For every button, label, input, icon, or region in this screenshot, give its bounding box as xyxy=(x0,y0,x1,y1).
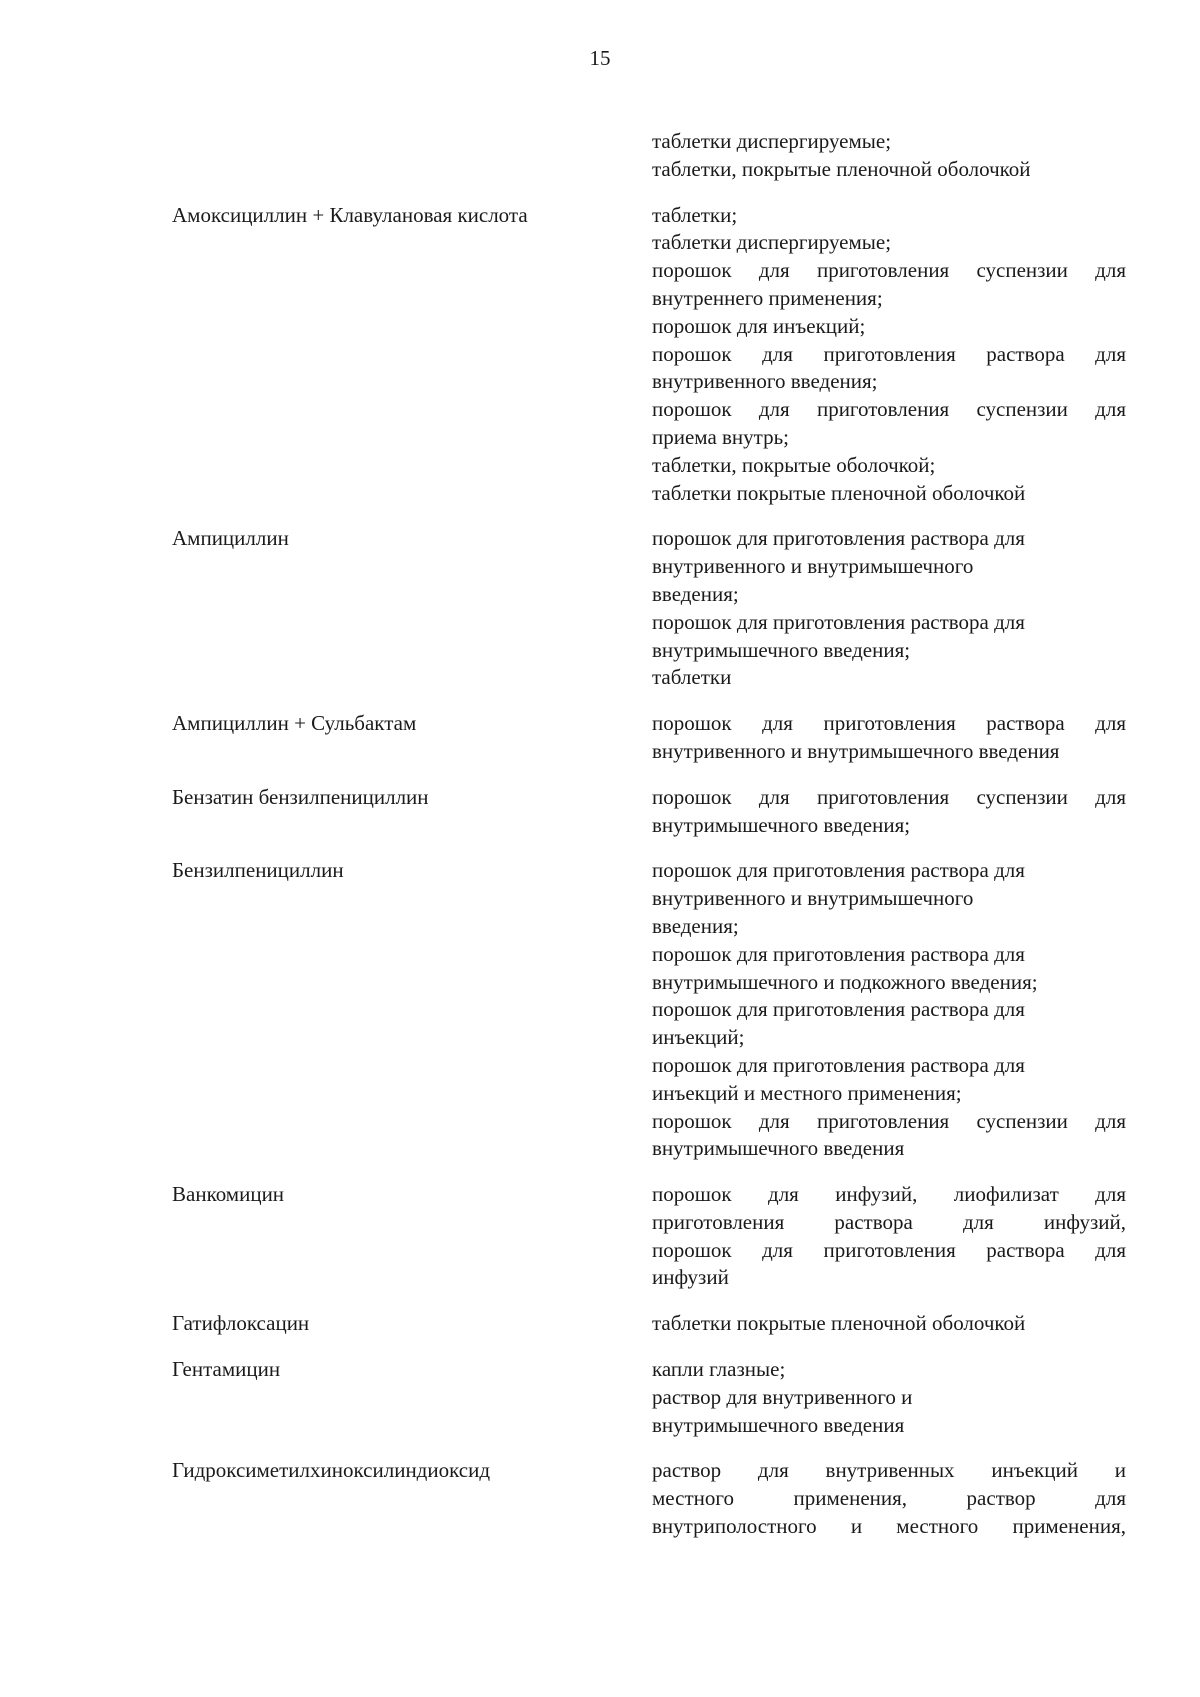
dosage-form-line: порошок для приготовления суспензии для xyxy=(652,397,1126,422)
dosage-form-line: порошок для приготовления раствора для xyxy=(652,1237,1126,1262)
dosage-form-line: раствор для внутривенного и xyxy=(652,1384,913,1409)
dosage-form-line: введения; xyxy=(652,913,739,938)
drug-name: Гидроксиметилхиноксилиндиоксид xyxy=(172,1458,491,1483)
dosage-forms xyxy=(652,1181,1126,1292)
drug-name: Ванкомицин xyxy=(172,1182,285,1207)
drug-entry xyxy=(0,128,1200,184)
drug-entry xyxy=(0,784,1200,840)
dosage-form-line: внутримышечного введения xyxy=(652,1136,905,1161)
dosage-forms xyxy=(652,710,1126,766)
drug-entry xyxy=(0,525,1200,692)
dosage-forms xyxy=(652,1356,1126,1439)
dosage-form-line: таблетки, покрытые пленочной оболочкой xyxy=(652,156,1031,181)
dosage-form-line: приема внутрь; xyxy=(652,424,790,449)
drug-list xyxy=(0,128,1200,1559)
dosage-form-line: инфузий xyxy=(652,1265,729,1290)
dosage-form-line: таблетки; xyxy=(652,202,738,227)
drug-name: Гентамицин xyxy=(172,1357,281,1382)
dosage-form-line: внутривенного и внутримышечного введения xyxy=(652,738,1060,763)
drug-entry xyxy=(0,202,1200,508)
dosage-form-line: инъекций; xyxy=(652,1025,745,1050)
dosage-form-line: порошок для приготовления суспензии для xyxy=(652,1108,1126,1133)
drug-entry xyxy=(0,857,1200,1163)
dosage-form-line: внутримышечного введения xyxy=(652,1412,905,1437)
dosage-form-line: порошок для инфузий, лиофилизат для xyxy=(652,1182,1126,1207)
dosage-form-line: внутримышечного и подкожного введения; xyxy=(652,969,1038,994)
dosage-form-line: внутримышечного введения; xyxy=(652,637,911,662)
dosage-form-line: капли глазные; xyxy=(652,1357,786,1382)
drug-name: Амоксициллин + Клавулановая кислота xyxy=(172,202,528,227)
dosage-form-line: порошок для приготовления суспензии для xyxy=(652,258,1126,283)
dosage-form-line: порошок для приготовления раствора для xyxy=(652,526,1025,551)
dosage-form-line: порошок для приготовления раствора для xyxy=(652,997,1025,1022)
drug-entry xyxy=(0,710,1200,766)
drug-name: Бензатин бензилпенициллин xyxy=(172,784,429,809)
drug-name: Ампициллин + Сульбактам xyxy=(172,711,417,736)
drug-name: Гатифлоксацин xyxy=(172,1311,310,1336)
dosage-form-line: порошок для приготовления суспензии для xyxy=(652,784,1126,809)
dosage-form-line: таблетки диспергируемые; xyxy=(652,230,892,255)
dosage-form-line: порошок для приготовления раствора для xyxy=(652,941,1025,966)
drug-entry xyxy=(0,1181,1200,1292)
dosage-form-line: порошок для приготовления раствора для xyxy=(652,711,1126,736)
dosage-forms xyxy=(652,202,1126,508)
dosage-form-line: порошок для приготовления раствора для xyxy=(652,1052,1025,1077)
dosage-form-line: порошок для приготовления раствора для xyxy=(652,858,1025,883)
dosage-forms xyxy=(652,1310,1126,1338)
dosage-form-line: таблетки покрытые пленочной оболочкой xyxy=(652,1311,1026,1336)
dosage-form-line: таблетки, покрытые оболочкой; xyxy=(652,452,936,477)
dosage-form-line: инъекций и местного применения; xyxy=(652,1080,962,1105)
dosage-form-line: местного применения, раствор для xyxy=(652,1486,1126,1511)
dosage-form-line: таблетки диспергируемые; xyxy=(652,129,892,153)
dosage-form-line: внутриполостного и местного применения, xyxy=(652,1514,1126,1539)
dosage-form-line: таблетки покрытые пленочной оболочкой xyxy=(652,480,1026,505)
dosage-forms xyxy=(652,128,1126,184)
dosage-form-line: порошок для приготовления раствора для xyxy=(652,609,1025,634)
dosage-form-line: порошок для приготовления раствора для xyxy=(652,341,1126,366)
dosage-form-line: таблетки xyxy=(652,665,732,690)
dosage-forms xyxy=(652,1457,1126,1540)
drug-name: Ампициллин xyxy=(172,526,289,551)
drug-entry xyxy=(0,1457,1200,1540)
dosage-form-line: приготовления раствора для инфузий, xyxy=(652,1209,1126,1234)
drug-entry xyxy=(0,1310,1200,1338)
dosage-form-line: внутривенного и внутримышечного xyxy=(652,886,974,911)
dosage-form-line: внутривенного введения; xyxy=(652,369,878,394)
dosage-form-line: введения; xyxy=(652,581,739,606)
dosage-form-line: внутреннего применения; xyxy=(652,285,883,310)
dosage-form-line: внутримышечного введения; xyxy=(652,812,911,837)
dosage-forms xyxy=(652,857,1126,1163)
drug-name: Бензилпенициллин xyxy=(172,858,344,883)
page-number: 15 xyxy=(589,46,611,70)
dosage-form-line: порошок для инъекций; xyxy=(652,313,866,338)
drug-entry xyxy=(0,1356,1200,1439)
dosage-form-line: раствор для внутривенных инъекций и xyxy=(652,1458,1126,1483)
dosage-forms xyxy=(652,784,1126,840)
dosage-forms xyxy=(652,525,1126,692)
dosage-form-line: внутривенного и внутримышечного xyxy=(652,554,974,579)
